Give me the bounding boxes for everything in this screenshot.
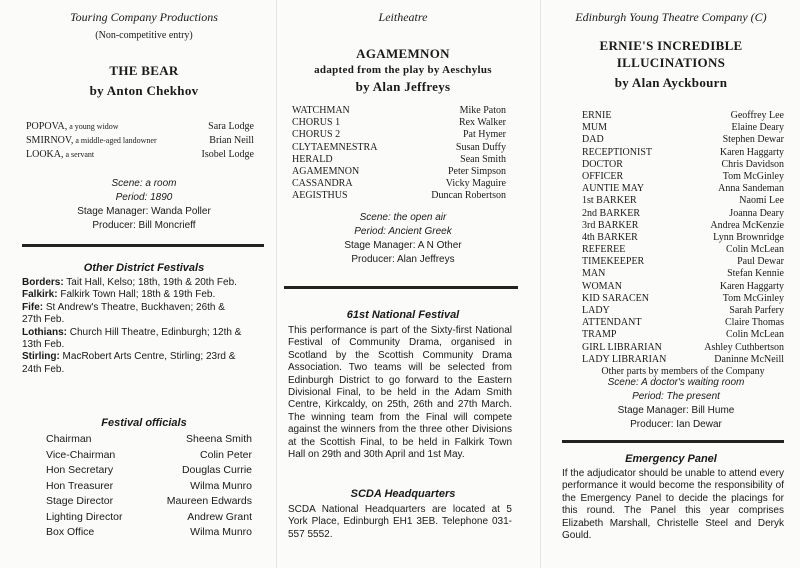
play-title: ERNIE'S INCREDIBLE xyxy=(599,38,743,53)
district-lothians: Lothians: Church Hill Theatre, Edinburgh; 12th & 13th Feb. xyxy=(22,326,242,351)
company-heading: Edinburgh Young Theatre Company (C) xyxy=(575,10,767,24)
cast-row: OFFICER Tom McGinley xyxy=(582,170,784,182)
cast-row: MAN Stefan Kennie xyxy=(582,268,784,280)
cast-row: POPOVA, a young widow Sara Lodge xyxy=(26,121,254,132)
cast-row: 4th BARKER Lynn Brownridge xyxy=(582,231,784,243)
cast-row: ERNIE Geoffrey Lee xyxy=(582,110,784,121)
producer-line: Producer: Bill Moncrieff xyxy=(92,220,196,231)
festival-text: This performance is part of the Sixty-first National Festival of Community Drama, organised in Scotland by the Scottish Community Drama Association. Two teams will be selected from Edinburgh District to go forward to the Eastern Divisional Final, to be held in the Adam Smith Centre, Kirkcaldy, on 25th, 26th and 27th March. The winning team from the Final will compete against the winners from the three other Divisions at the Scottish Final, to be held in Falkirk Town Hall on 29th and 30th April and 1st May. xyxy=(288,325,512,461)
period-line: Period: Ancient Greek xyxy=(354,226,452,237)
cast-row: 1st BARKER Naomi Lee xyxy=(582,195,784,207)
cast-row: RECEPTIONIST Karen Haggarty xyxy=(582,146,784,158)
panel-text: If the adjudicator should be unable to attend every performance it would become the responsibility of the Emergency Panel to decide the placings for this round. The Panel this year comprises Elizabeth Marshall, Christelle Steel and Deryk Gould. xyxy=(562,468,784,542)
column-ernie xyxy=(558,0,784,568)
stage-manager-line: Stage Manager: A N Other xyxy=(344,240,462,251)
cast-row: MUM Elaine Deary xyxy=(582,122,784,134)
cast-row: HERALD Sean Smith xyxy=(292,153,506,165)
official-row: Hon Secretary Douglas Currie xyxy=(46,464,252,476)
festival-title: 61st National Festival xyxy=(346,309,460,321)
producer-line: Producer: Ian Dewar xyxy=(630,419,722,430)
play-title: THE BEAR xyxy=(109,63,179,78)
cast-row: WATCHMAN Mike Paton xyxy=(292,105,506,116)
official-row: Lighting Director Andrew Grant xyxy=(46,510,252,523)
cast-row: DAD Stephen Dewar xyxy=(582,134,784,146)
panel-title: Emergency Panel xyxy=(625,453,717,465)
play-title: AGAMEMNON xyxy=(356,46,450,61)
cast-row: TIMEKEEPER Paul Dewar xyxy=(582,256,784,268)
cast-row: AEGISTHUS Duncan Robertson xyxy=(292,190,506,202)
cast-row: CHORUS 1 Rex Walker xyxy=(292,117,506,129)
cast-row: GIRL LIBRARIAN Ashley Cuthbertson xyxy=(582,341,784,353)
play-author: by Anton Chekhov xyxy=(89,83,199,98)
districts-list xyxy=(22,277,246,376)
official-row: Chairman Sheena Smith xyxy=(46,433,252,445)
cast-row: 3rd BARKER Andrea McKenzie xyxy=(582,219,784,231)
cast-row: AUNTIE MAY Anna Sandeman xyxy=(582,183,784,195)
adapted-line: adapted from the play by Aeschylus xyxy=(314,64,492,76)
column-the-bear xyxy=(20,0,268,568)
production-info xyxy=(568,376,784,432)
section-divider xyxy=(562,440,784,443)
period-line: Period: The present xyxy=(632,391,720,402)
official-row: Stage Director Maureen Edwards xyxy=(46,495,252,507)
other-parts-note: Other parts by members of the Company xyxy=(601,365,765,377)
cast-row: DOCTOR Chris Davidson xyxy=(582,158,784,170)
cast-row: TRAMP Colin McLean xyxy=(582,329,784,341)
cast-row: LADY Sarah Parfery xyxy=(582,305,784,316)
official-row: Vice-Chairman Colin Peter xyxy=(46,448,252,461)
district-borders: Borders: Tait Hall, Kelso; 18th, 19th & 20th Feb. xyxy=(22,277,237,288)
cast-row: CHORUS 2 Pat Hymer xyxy=(292,129,506,141)
officials-title: Festival officials xyxy=(101,417,187,429)
stage-manager-line: Stage Manager: Wanda Poller xyxy=(77,206,211,217)
play-title-line-2: ILLUCINATIONS xyxy=(616,55,726,70)
scene-line: Scene: a room xyxy=(111,178,177,189)
scene-line: Scene: the open air xyxy=(359,212,447,223)
cast-row: WOMAN Karen Haggarty xyxy=(582,280,784,292)
cast-list xyxy=(26,120,254,162)
scene-line: Scene: A doctor's waiting room xyxy=(607,377,745,388)
column-agamemnon xyxy=(284,0,522,568)
cast-row: ATTENDANT Claire Thomas xyxy=(582,317,784,329)
company-heading: Touring Company Productions xyxy=(70,10,218,24)
cast-row: CASSANDRA Vicky Maguire xyxy=(292,178,506,190)
play-author: by Alan Jeffreys xyxy=(355,79,451,94)
cast-row: LOOKA, a servant Isobel Lodge xyxy=(26,149,254,160)
hq-title: SCDA Headquarters xyxy=(350,488,456,500)
district-stirling: Stirling: MacRobert Arts Centre, Stirling; 23rd & 24th Feb. xyxy=(22,351,236,375)
hq-text: SCDA National Headquarters are located at 5 York Place, Edinburgh EH1 3EB. Telephone 031-557 5552. xyxy=(288,504,512,540)
official-row: Hon Treasurer Wilma Munro xyxy=(46,479,252,492)
cast-row: SMIRNOV, a middle-aged landowner Brian Neill xyxy=(26,135,254,146)
period-line: Period: 1890 xyxy=(115,192,173,203)
cast-list xyxy=(292,105,506,203)
entry-note: (Non-competitive entry) xyxy=(95,30,193,41)
district-falkirk: Falkirk: Falkirk Town Hall; 18th & 19th Feb. xyxy=(22,289,216,301)
cast-row: 2nd BARKER Joanna Deary xyxy=(582,207,784,219)
district-fife: Fife: St Andrew's Theatre, Buckhaven; 26th & 27th Feb. xyxy=(22,301,225,326)
districts-title: Other District Festivals xyxy=(83,262,205,274)
cast-row: AGAMEMNON Peter Simpson xyxy=(292,165,506,177)
stage-manager-line: Stage Manager: Bill Hume xyxy=(617,405,735,416)
company-heading: Leitheatre xyxy=(378,10,428,24)
production-info xyxy=(20,177,268,233)
cast-row: KID SARACEN Tom McGinley xyxy=(582,292,784,304)
cast-list xyxy=(582,110,784,378)
section-divider xyxy=(22,244,264,247)
cast-row: LADY LIBRARIAN Daninne McNeill xyxy=(582,353,784,365)
producer-line: Producer: Alan Jeffreys xyxy=(351,254,455,265)
section-divider xyxy=(284,286,518,289)
officials-list xyxy=(46,432,252,541)
production-info xyxy=(284,211,522,267)
cast-row: REFEREE Colin McLean xyxy=(582,244,784,256)
cast-row: CLYTAEMNESTRA Susan Duffy xyxy=(292,141,506,153)
official-row: Box Office Wilma Munro xyxy=(46,526,252,538)
play-author: by Alan Ayckbourn xyxy=(614,75,728,90)
